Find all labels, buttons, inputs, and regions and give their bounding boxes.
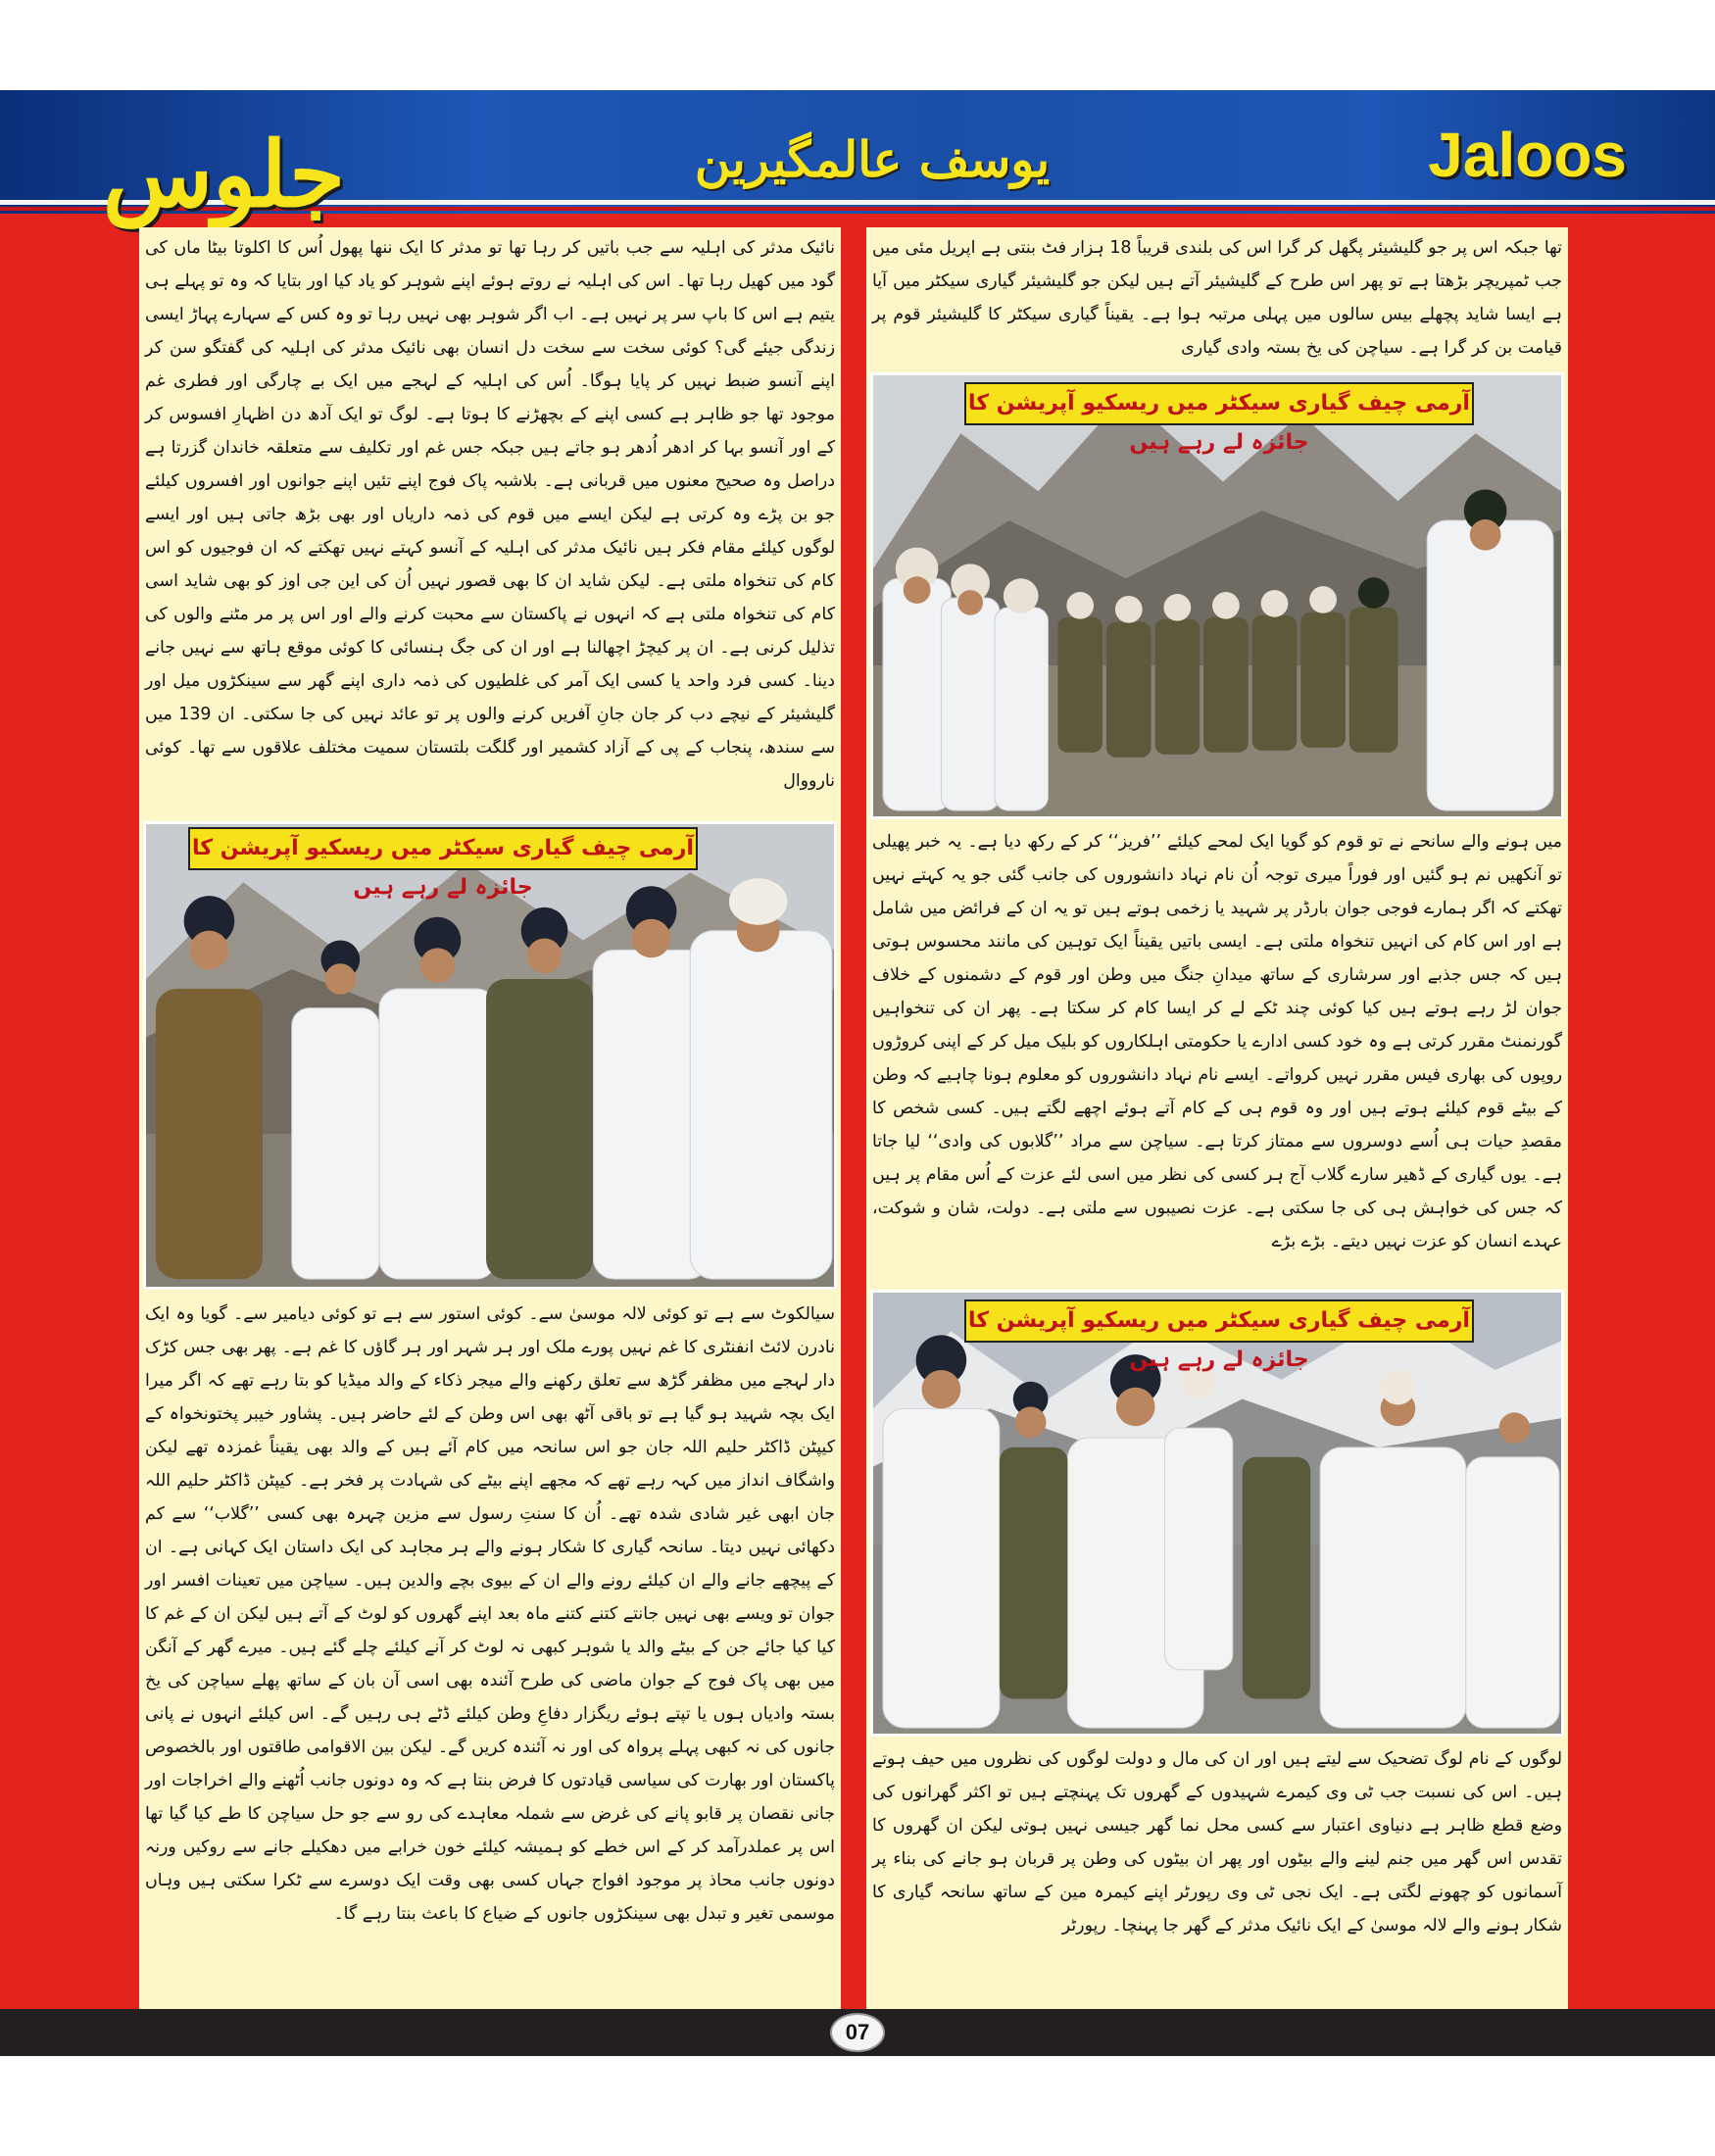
- photo-caption-top-right: آرمی چیف گیاری سیکٹر میں ریسکیو آپریشن کا جائزہ لے رہے ہیں: [964, 382, 1474, 425]
- article-paragraph: نائیک مدثر کی اہلیہ سے جب باتیں کر رہا تھا تو مدثر کا ایک ننھا پھول اُس کا اکلوتا بیٹا ماں کی گود میں کھیل رہا تھا۔ اس کی اہلیہ نے روتے ہوئے اپنے شوہر کو یاد کیا اور بتایا کہ وہ تو پہلے ہی یتیم ہے اس کا باپ سر پر نہیں ہے۔ اب اگر شوہر بھی نہیں رہا تو وہ کس کے سہارے پہاڑ ایسی زندگی جیئے گی؟ کوئی سخت سے سخت دل انسان بھی نائیک مدثر کی اہلیہ کی گفتگو سن کر اپنے آنسو ضبط نہیں کر پایا ہوگا۔ اُس کی اہلیہ کے لہجے میں ایک بے چارگی اور فطری غم موجود تھا جو ظاہر ہے کسی اپنے کے بچھڑنے کا ہوتا ہے۔ لوگ تو ایک آدھ دن اظہارِ افسوس کر کے اور آنسو بہا کر ادھر اُدھر ہو جاتے ہیں جبکہ جس غم اور تکلیف سے متعلقہ خاندان گزرتا ہے دراصل وہ صحیح معنوں میں قربانی ہے۔ بلاشبہ پاک فوج اپنے تئیں اپنے جوانوں اور افسروں کیلئے جو بن پڑے وہ کرتی ہے لیکن ایسے میں قوم کی ذمہ داریاں اور بھی بڑھ جاتی ہیں اور ایسے لوگوں کیلئے مقام فکر ہیں نائیک مدثر کی اہلیہ کے آنسو کہتے نہیں تھکتے کہ ان فوجیوں کو اس کام کی تنخواہ ملتی ہے۔ لیکن شاید ان کا بھی قصور نہیں اُن کی این جی اوز کو بھی شاید اسی کام کی تنخواہ ملتی ہے کہ انہوں نے پاکستان سے محبت کرنے والے اور اس پر مر مٹنے والوں کی تذلیل کرنی ہے۔ ان پر کیچڑ اچھالنا ہے اور ان کی جگ ہنسائی کا کوئی موقع ہاتھ سے نہیں جانے دینا۔ کسی فرد واحد یا کسی ایک آمر کی غلطیوں کی ذمہ داری اپنے گھر سے سینکڑوں میل اور گلیشیئر کے نیچے دب کر جان جانِ آفریں کرنے والوں پر تو عائد نہیں کی جا سکتی۔ ان 139 میں سے سندھ، پنجاب کے پی کے آزاد کشمیر اور گلگت بلتستان سمیت مختلف علاقوں سے تھا۔ کوئی نارووال: [145, 238, 835, 791]
- magazine-logo-urdu: جلوس: [102, 122, 345, 227]
- author-name: یوسف عالمگیرین: [694, 130, 1051, 188]
- article-text-left-bottom: [139, 1298, 841, 2005]
- magazine-logo-english: Jaloos: [1428, 120, 1627, 190]
- left-column: [139, 227, 841, 2011]
- right-column: [866, 227, 1568, 2011]
- article-text-left-top: [139, 231, 841, 815]
- article-paragraph: سیالکوٹ سے ہے تو کوئی لالہ موسیٰ سے۔ کوئی استور سے ہے تو کوئی دیامیر سے۔ گویا وہ ایک نادرن لائٹ انفنٹری کا غم نہیں پورے ملک اور ہر شہر اور ہر گاؤں کا غم ہے۔ پھر بھی جس کڑک دار لہجے میں مظفر گڑھ سے تعلق رکھنے والے میجر ذکاء کے والد میڈیا کو بتا رہے تھے کہ اگر میرا ایک بچہ شہید ہو گیا ہے تو باقی آٹھ بھی اس وطن کے لئے حاضر ہیں۔ پشاور خیبر پختونخواہ کے کیپٹن ڈاکٹر حلیم اللہ جان جو اس سانحہ میں کام آئے ہیں کے والد بھی یقیناً غمزدہ تھے لیکن واشگاف انداز میں کہہ رہے تھے کہ مجھے اپنے بیٹے کی شہادت پر فخر ہے۔ کیپٹن ڈاکٹر حلیم اللہ جان ابھی غیر شادی شدہ تھے۔ اُن کا سنتِ رسول سے مزین چہرہ بھی کسی ’’گلاب‘‘ سے کم دکھائی نہیں دیتا۔ سانحہ گیاری کا شکار ہونے والے ہر مجاہد کی ایک داستان ایک کہانی ہے۔ ان کے پیچھے جانے والے ان کیلئے رونے والے ان کے بیوی بچے والدین ہیں۔ سیاچن میں تعینات افسر اور جوان تو ویسے بھی نہیں جانتے کتنے کتنے ماہ بعد اپنے گھروں کو لوٹ کے آتے ہیں لیکن ان کے غم کا کیا کیا جائے جن کے بیٹے والد یا شوہر کبھی نہ لوٹ کر آنے کیلئے چلے گئے ہیں۔ میرے گھر کے آنگن میں بھی پاک فوج کے جوان ماضی کی طرح آئندہ بھی اسی آن بان کے ساتھ پھلے سیاچن کی یخ بستہ وادیاں ہوں یا تپتے ہوئے ریگزار دفاعِ وطن کیلئے ڈٹے ہی رہیں گے۔ اس کیلئے انہوں نے پانی جانوں کی نہ کبھی پہلے پرواہ کی اور نہ آئندہ کریں گے۔ لیکن بین الاقوامی طاقتوں اور بالخصوص پاکستان اور بھارت کی سیاسی قیادتوں کا فرض بنتا ہے کہ وہ دونوں جانب اُٹھنے والے اخراجات اور جانی نقصان پر قابو پانے کی غرض سے شملہ معاہدے کی رو سے جو حل سیاچن کا طے کیا گیا تھا اس پر عملدرآمد کر کے اس خطے کو ہمیشہ کیلئے خون خرابے میں دھکیلے جانے سے روکیں ورنہ دونوں جانب محاذ پر موجود افواج جہاں کسی بھی وقت ایک دوسرے سے ٹکرا سکتی ہیں وہاں موسمی تغیر و تبدل بھی سینکڑوں جانوں کے ضیاع کا باعث بنتا رہے گا۔: [145, 1304, 835, 1924]
- photo-caption-left: آرمی چیف گیاری سیکٹر میں ریسکیو آپریشن کا جائزہ لے رہے ہیں: [188, 827, 698, 870]
- article-paragraph: میں ہونے والے سانحے نے تو قوم کو گویا ایک لمحے کیلئے ’’فریز‘‘ کر کے رکھ دیا ہے۔ یہ خبر پھیلی تو آنکھیں نم ہو گئیں اور فوراً میری توجہ اُن نام نہاد دانشوروں کی جانب گئی جو یہ کہتے نہیں تھکتے کہ اگر ہمارے فوجی جوان بارڈر پر شہید یا زخمی ہوتے ہیں تو یہ ان کے فرائض میں شامل ہے اور اس کام کی انہیں تنخواہ ملتی ہے۔ ایسی باتیں یقیناً ایک توہین کی مانند محسوس ہوتی ہیں کہ جس جذبے اور سرشاری کے ساتھ میدانِ جنگ میں وطن اور قوم کے دشمنوں کے خلاف جوان لڑ رہے ہوتے ہیں کیا کوئی چند ٹکے لے کر ایسا کام کر سکتا ہے۔ پھر ان کی تنخواہیں گورنمنٹ مقرر کرتی ہے وہ خود کسی ادارے یا حکومتی اہلکاروں کو بلیک میل کر کے اپنی کروڑوں روپوں کی بھاری فیس مقرر نہیں کرواتے۔ ایسے نام نہاد دانشوروں کو معلوم ہونا چاہیے کہ وطن کے بیٹے قوم کیلئے ہوتے ہیں اور وہ قوم ہی کے کام آتے ہوئے اچھے لگتے ہیں۔ کسی شخص کا مقصدِ حیات ہی اُسے دوسروں سے ممتاز کرتا ہے۔ سیاچن سے مراد ’’گلابوں کی وادی‘‘ لیا جاتا ہے۔ یوں گیاری کے ڈھیر سارے گلاب آج ہر کسی کی نظر میں اسی لئے عزت کے اُس مقام پر ہیں کہ جس کی خواہش ہی کی جا سکتی ہے۔ عزت نصیبوں سے ملتی ہے۔ دولت، شان و شوکت، عہدے انسان کو عزت نہیں دیتے۔ بڑے بڑے: [872, 832, 1562, 1251]
- article-paragraph: لوگوں کے نام لوگ تضحیک سے لیتے ہیں اور ان کی مال و دولت لوگوں کی نظروں میں حیف ہوتے ہیں۔ اس کی نسبت جب ٹی وی کیمرے شہیدوں کے گھروں تک پہنچتے ہیں تو اکثر گھرانوں کی وضع قطع ظاہر ہے دنیاوی اعتبار سے کسی محل نما گھر جیسی نہیں ہوتی لیکن ان گھروں کا تقدس اس گھر میں جنم لینے والے بیٹوں اور پھر ان بیٹوں کی وطن پر قربان ہو جانے کی بناء پر آسمانوں کو چھونے لگتی ہے۔ ایک نجی ٹی وی رپورٹر اپنے کیمرہ مین کے ساتھ سانحہ گیاری کا شکار ہونے والے لالہ موسیٰ کے ایک نائیک مدثر کے گھر جا پہنچا۔ رپورٹر: [872, 1749, 1562, 1936]
- page-number: 07: [830, 2013, 885, 2052]
- article-paragraph: تھا جبکہ اس پر جو گلیشیئر پگھل کر گرا اس کی بلندی قریباً 18 ہزار فٹ بنتی ہے اپریل مئی میں جب ٹمپریچر بڑھتا ہے تو پھر اس طرح کے گلیشیئر آتے ہیں لیکن جو گلیشیئر گیاری سیکٹر میں آیا ہے ایسا شاید پچھلے بیس سالوں میں پہلی مرتبہ ہوا ہے۔ یقیناً گیاری سیکٹر کا گلیشیئر قوم پر قیامت بن کر گرا ہے۔ سیاچن کی یخ بستہ وادی گیاری: [872, 238, 1562, 358]
- article-text-right-bottom: [866, 1742, 1568, 2011]
- article-text-right-top: [866, 231, 1568, 367]
- photo-caption-bottom-right: آرمی چیف گیاری سیکٹر میں ریسکیو آپریشن کا جائزہ لے رہے ہیں: [964, 1299, 1474, 1343]
